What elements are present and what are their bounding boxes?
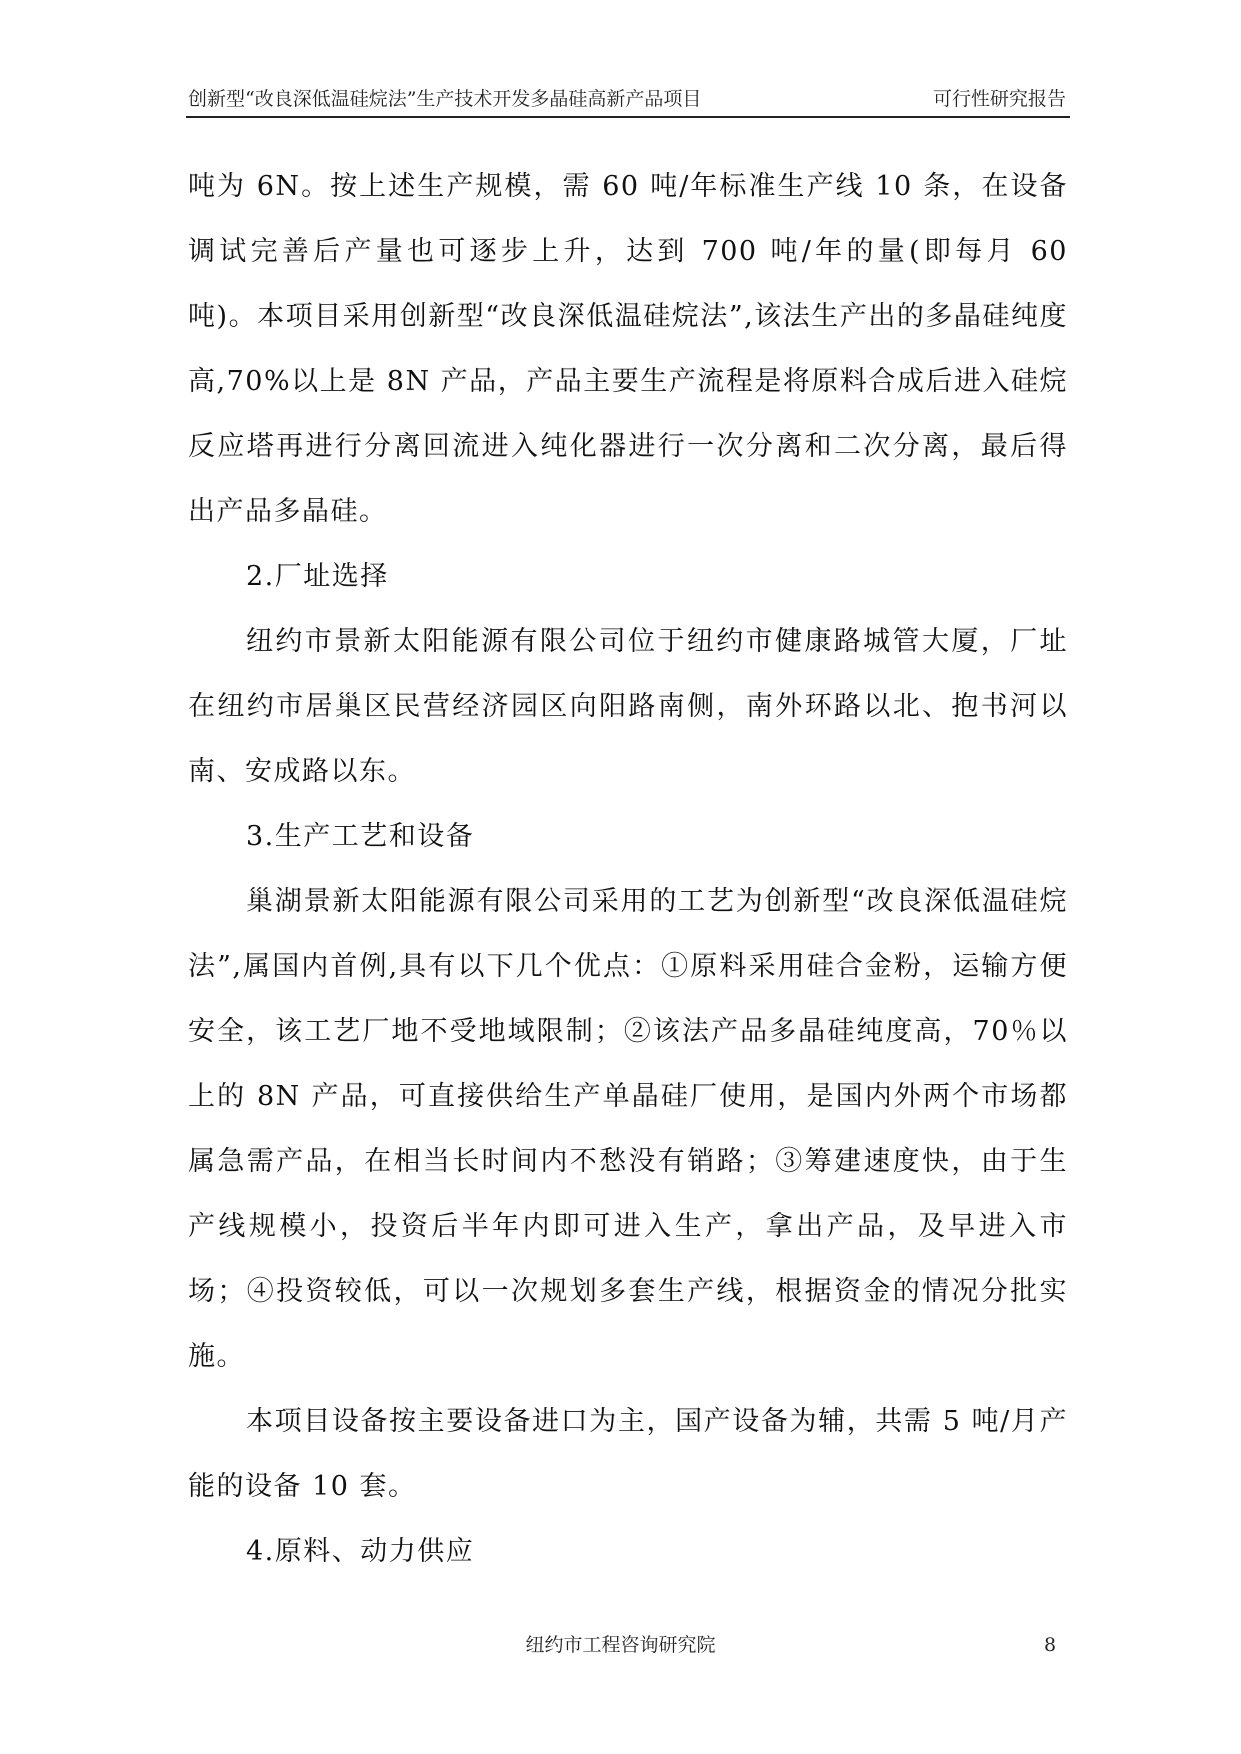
section-heading-site-selection: 2.厂址选择 (246, 561, 389, 592)
page-number: 8 (1044, 1634, 1057, 1656)
paragraph-process-advantages: 巢湖景新太阳能源有限公司采用的工艺为创新型“改良深低温硅烷法”,属国内首例,具有以下几个优点：①原料采用硅合金粉，运输方便安全，该工艺厂地不受地域限制；②该法产品多晶硅纯度高，70％以上的 8N 产品，可直接供给生产单晶硅厂使用，是国内外两个市场都属急需产品，在相当长时间内不愁没有销路；③筹建速度快，由于生产线规模小，投资后半年内即可进入生产，拿出产品，及早进入市场；④投资较低，可以一次规划多套生产线，根据资金的情况分批实施。 (188, 886, 1068, 1372)
paragraph-equipment: 本项目设备按主要设备进口为主，国产设备为辅，共需 5 吨/月产能的设备 10 套。 (188, 1406, 1068, 1502)
paragraph-site-selection: 纽约市景新太阳能源有限公司位于纽约市健康路城管大厦，厂址在纽约市居巢区民营经济园区向阳路南侧，南外环路以北、抱书河以南、安成路以东。 (188, 626, 1068, 787)
page-header (186, 84, 1070, 118)
page-footer (0, 1632, 1241, 1662)
paragraph-production-scale: 吨为 6N。按上述生产规模，需 60 吨/年标准生产线 10 条，在设备调试完善后产量也可逐步上升，达到 700 吨/年的量(即每月 60 吨)。本项目采用创新型“改良深低温硅烷法”,该法生产出的多晶硅纯度高,70%以上是 8N 产品，产品主要生产流程是将原料合成后进入硅烷反应塔再进行分离回流进入纯化器进行一次分离和二次分离，最后得出产品多晶硅。 (188, 171, 1068, 527)
section-heading-process-equipment: 3.生产工艺和设备 (246, 821, 475, 852)
section-heading-raw-material-power: 4.原料、动力供应 (246, 1536, 475, 1567)
header-project-title: 创新型“改良深低温硅烷法”生产技术开发多晶硅高新产品项目 (188, 88, 702, 110)
header-report-type: 可行性研究报告 (932, 88, 1066, 110)
document-body (188, 154, 1068, 1584)
footer-institute: 纽约市工程咨询研究院 (525, 1634, 716, 1656)
